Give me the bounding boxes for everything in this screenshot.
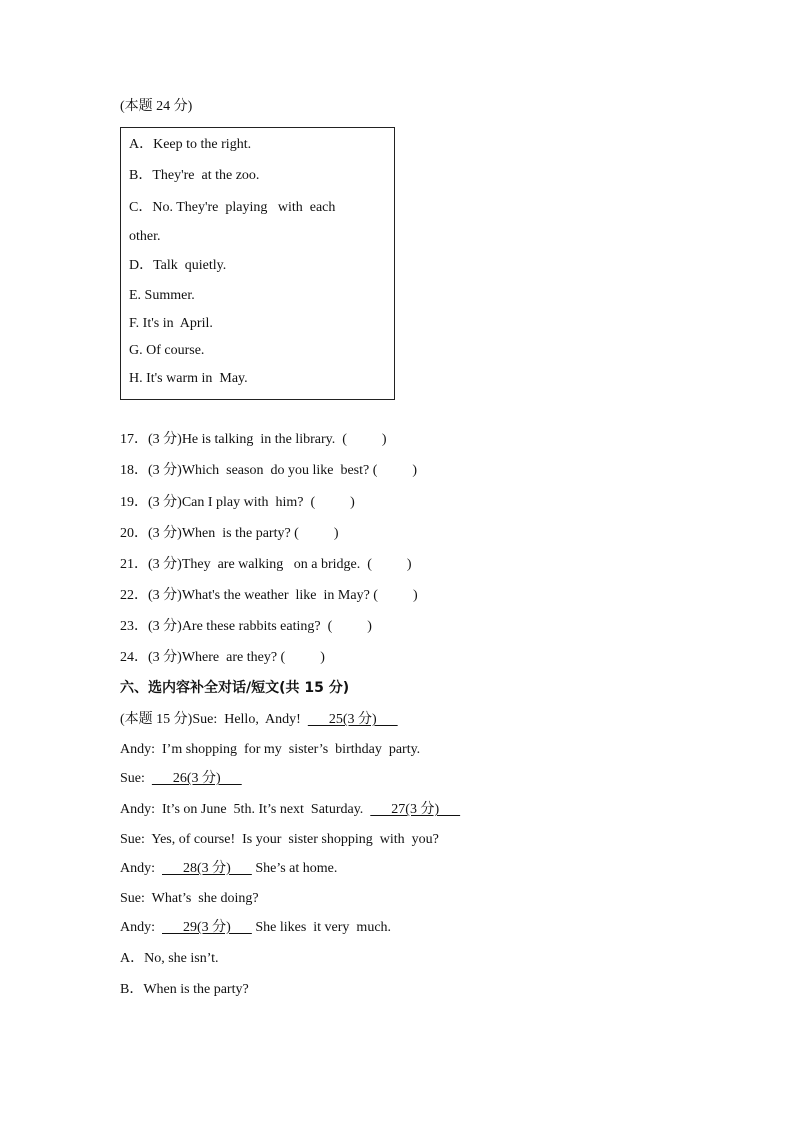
option-c-continued: other. — [129, 229, 161, 244]
answer-blank-26: 26(3 分) — [151, 771, 242, 786]
dialogue-text: Sue: Yes, of course! Is your sister shopping with you? — [120, 832, 439, 847]
section5-points-note: (本题 24 分) — [120, 99, 193, 114]
answer-blank-27: 27(3 分) — [370, 802, 461, 817]
option-f: F. It's in April. — [129, 316, 213, 331]
option-text: A．No, she isn’t. — [120, 951, 219, 966]
dialogue-text: Andy: — [120, 920, 162, 935]
dialogue-text: Sue: What’s she doing? — [120, 891, 259, 906]
option-h: H. It's warm in May. — [129, 371, 248, 386]
option-d: D．Talk quietly. — [129, 258, 227, 273]
dialogue-line — [120, 831, 439, 849]
dialogue-text: She likes it very much. — [251, 920, 392, 935]
dialogue-text: Andy: I’m shopping for my sister’s birthday party. — [120, 742, 421, 757]
option-text: B．When is the party? — [120, 982, 249, 997]
dialogue-line — [120, 890, 259, 908]
dialogue-text: Andy: It’s on June 5th. It’s next Saturday. — [120, 802, 371, 817]
dialogue-text: Sue: — [120, 771, 152, 786]
question-20: 20．(3 分)When is the party? ( ) — [120, 526, 339, 541]
answer-option-b — [120, 981, 249, 999]
dialogue-line — [120, 770, 242, 788]
dialogue-line — [120, 860, 337, 878]
question-19: 19．(3 分)Can I play with him? ( ) — [120, 495, 355, 510]
dialogue-text: Andy: — [120, 861, 162, 876]
dialogue-line — [120, 919, 391, 937]
question-18: 18．(3 分)Which season do you like best? ( ) — [120, 463, 418, 478]
dialogue-line — [120, 801, 460, 819]
answer-blank-28: 28(3 分) — [162, 861, 252, 876]
options-box — [120, 127, 395, 400]
dialogue-text: (本题 15 分)Sue: Hello, Andy! — [120, 712, 308, 727]
question-24: 24．(3 分)Where are they? ( ) — [120, 650, 325, 665]
dialogue-line — [120, 711, 398, 729]
section6-heading: 六、选内容补全对话/短文(共 15 分) — [120, 680, 350, 696]
answer-blank-25: 25(3 分) — [307, 712, 398, 727]
option-e: E. Summer. — [129, 288, 195, 303]
option-g: G. Of course. — [129, 343, 205, 358]
question-22: 22．(3 分)What's the weather like in May? ( ) — [120, 588, 418, 603]
dialogue-text: She’s at home. — [251, 861, 338, 876]
answer-option-a — [120, 950, 219, 968]
question-17: 17．(3 分)He is talking in the library. ( ) — [120, 432, 387, 447]
option-a: A．Keep to the right. — [129, 137, 252, 152]
question-23: 23．(3 分)Are these rabbits eating? ( ) — [120, 619, 372, 634]
option-c: C．No. They're playing with each — [129, 200, 336, 215]
question-21: 21．(3 分)They are walking on a bridge. ( ) — [120, 557, 412, 572]
dialogue-line — [120, 741, 420, 759]
option-b: B．They're at the zoo. — [129, 168, 260, 183]
answer-blank-29: 29(3 分) — [162, 920, 252, 935]
